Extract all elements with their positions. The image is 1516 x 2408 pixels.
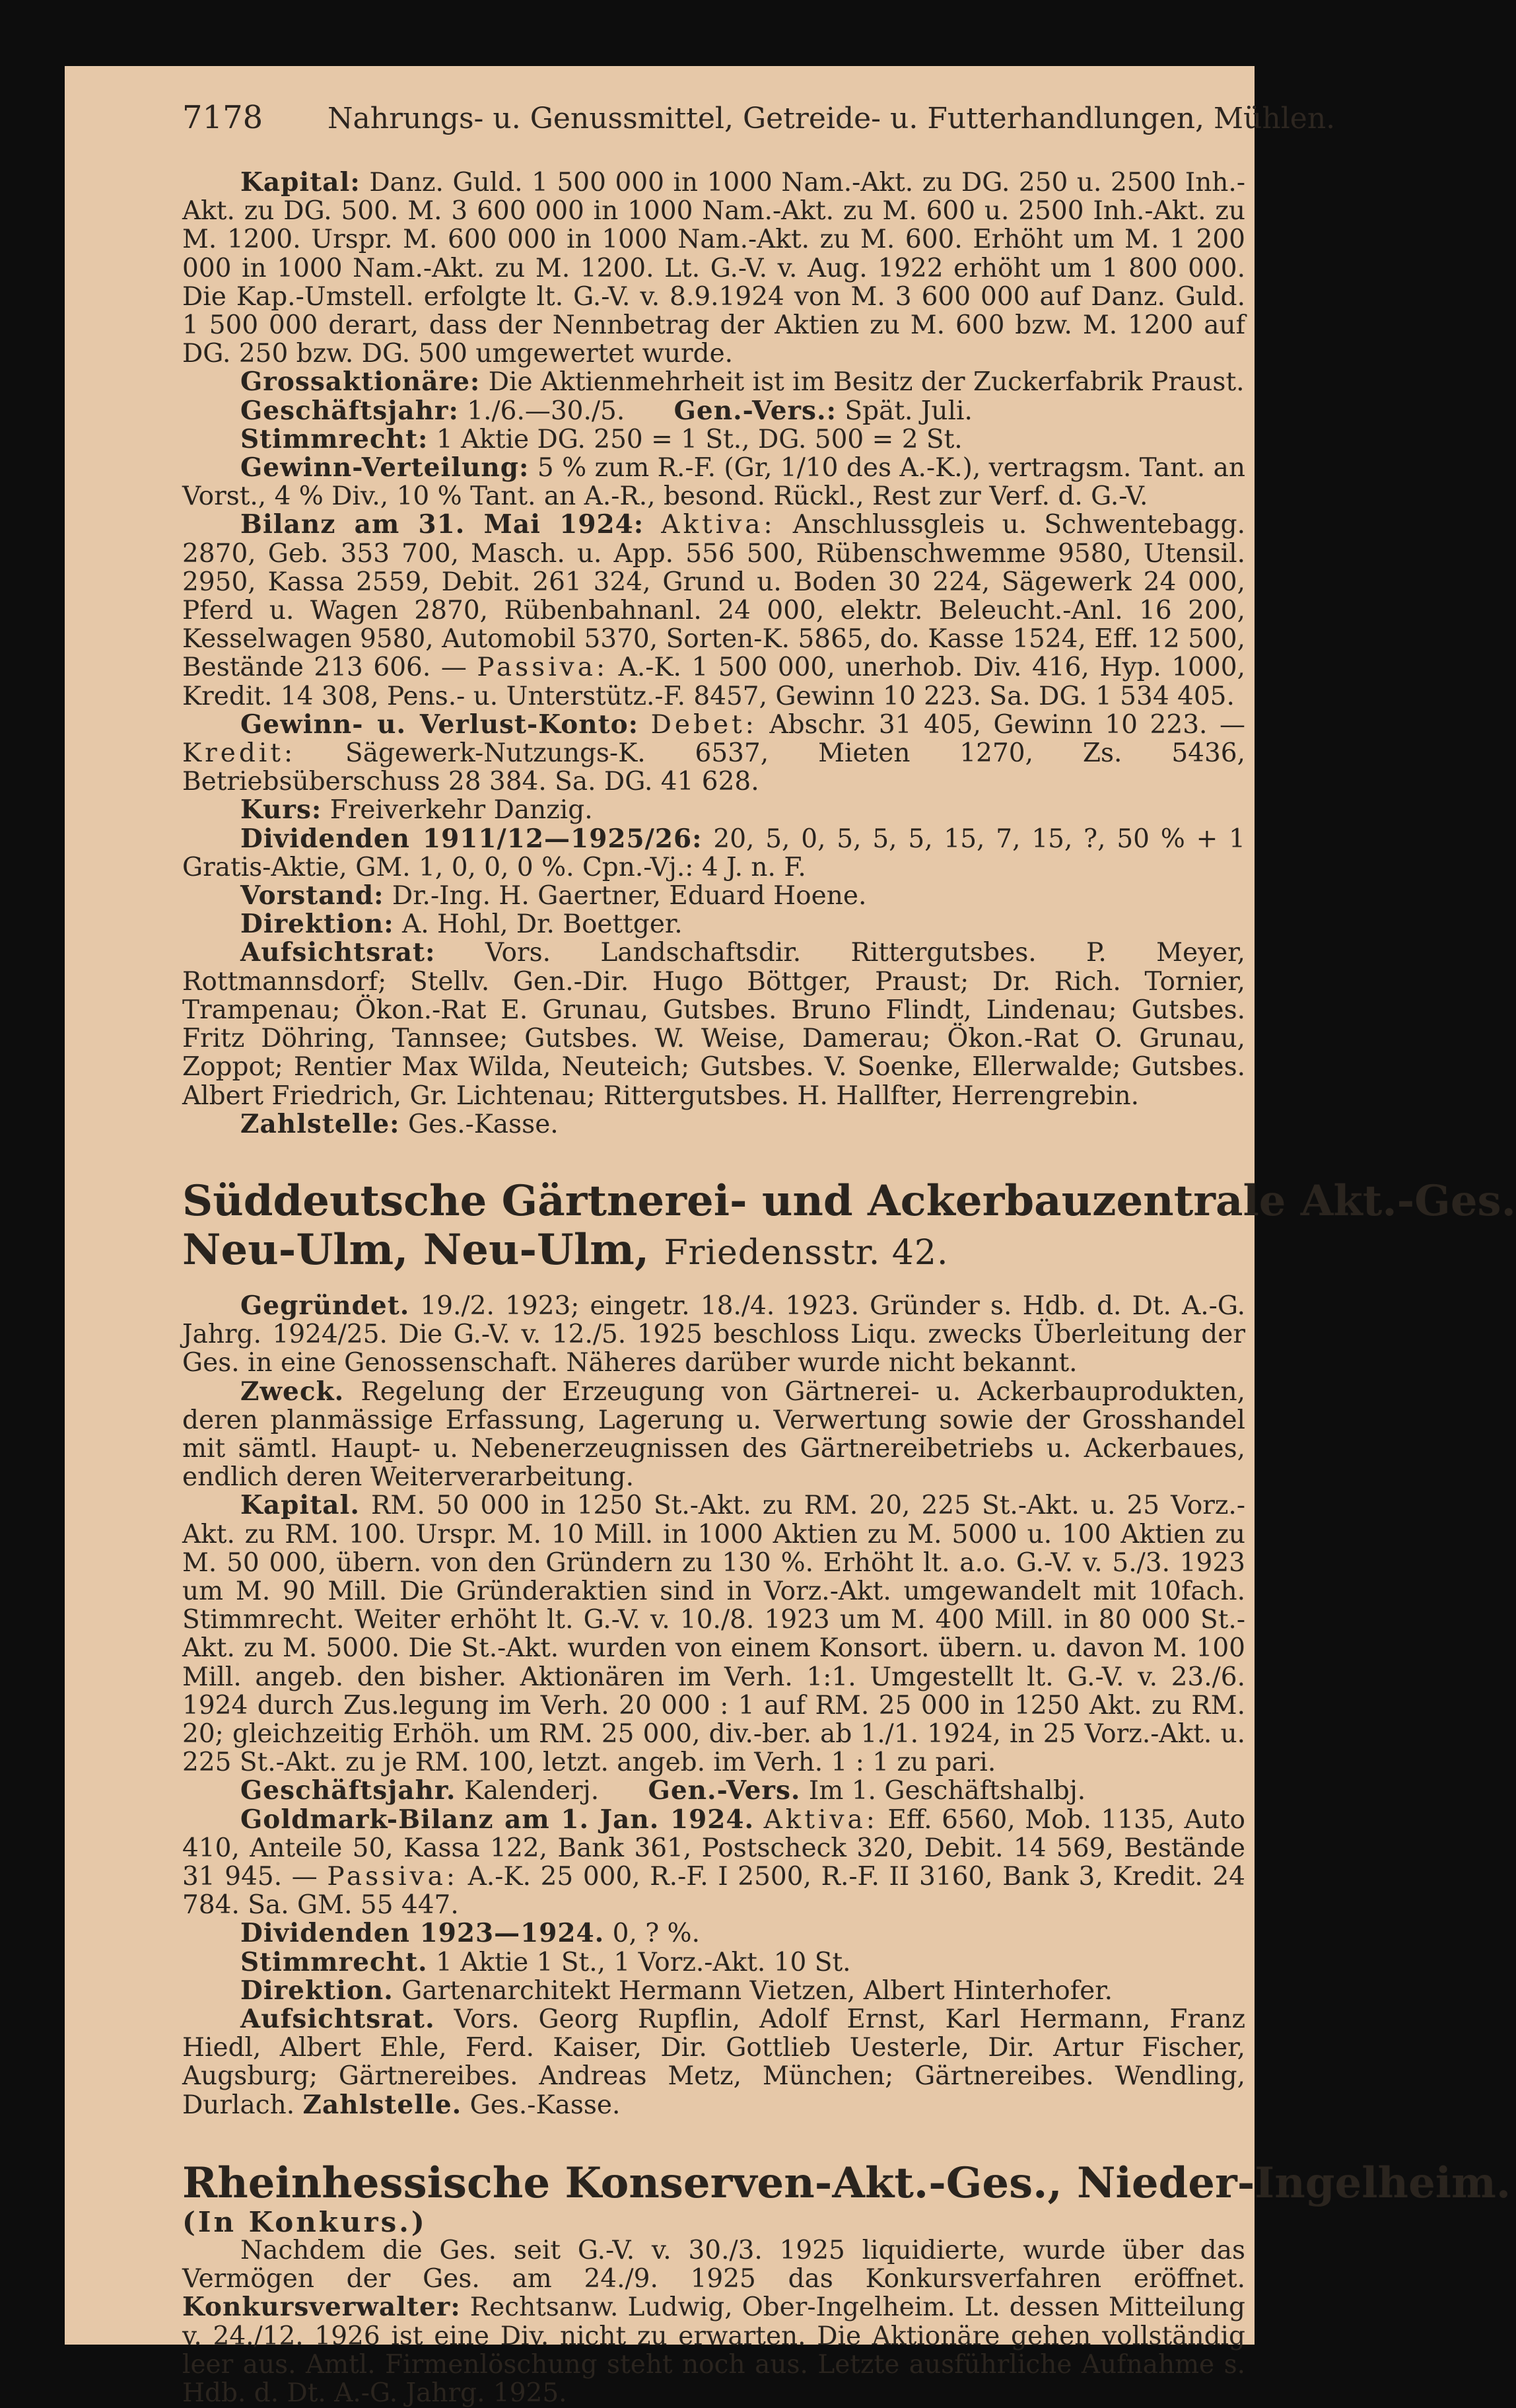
section-gap — [182, 1139, 1245, 1177]
company-title: Rheinhessische Konserven-Akt.-Ges., Nieder-Ingelheim. — [182, 2158, 1511, 2208]
label-kredit: Kredit: — [182, 738, 296, 769]
para-zweck — [182, 1378, 1245, 1492]
company-location — [182, 1226, 1245, 1277]
para-gewinn-verlust — [182, 711, 1245, 797]
text-bilanz-passiva: A.-K. 25 000, R.-F. I 2500, R.-F. II 3160, Bank 3, Kredit. 24 784. Sa. GM. 55 447. — [182, 1861, 1245, 1921]
label-passiva: Passiva: — [477, 653, 609, 683]
label-stimmrecht: Stimmrecht: — [240, 423, 429, 454]
label-aktiva: Aktiva: — [661, 510, 776, 540]
para-dividenden — [182, 1919, 1245, 1948]
text-stimmrecht: 1 Aktie 1 St., 1 Vorz.-Akt. 10 St. — [436, 1947, 851, 1977]
label-bilanz: Goldmark-Bilanz am 1. Jan. 1924. — [240, 1804, 755, 1835]
text-gegruendet: 19./2. 1923; eingetr. 18./4. 1923. Gründer s. Hdb. d. Dt. A.-G. Jahrg. 1924/25. Die G.-V. v. 12./5. 1925 beschloss Liqu. zwecks Überleitung der Ges. in eine Genossenschaft. Näheres darüber wurde nicht bekannt. — [182, 1291, 1245, 1378]
text-konkurs-b: Rechtsanw. Ludwig, Ober-Ingelheim. Lt. dessen Mitteilung v. 24./12. 1926 ist eine Div. nicht zu erwarten. Die Aktionäre gehen vollständig leer aus. Amtl. Firmenlöschung steht noch aus. Letzte ausführliche Aufnahme s. Hdb. d. Dt. A.-G. Jahrg. 1925. — [182, 2292, 1245, 2408]
text-stimmrecht: 1 Aktie DG. 250 = 1 St., DG. 500 = 2 St. — [436, 424, 963, 454]
konkurs-note: (In Konkurs.) — [182, 2205, 427, 2238]
label-kapital: Kapital. — [240, 1490, 360, 1521]
para-gegruendet — [182, 1292, 1245, 1378]
text-zahlstelle: Ges.-Kasse. — [469, 2090, 621, 2120]
para-direktion — [182, 1977, 1245, 2005]
label-geschaeftsjahr: Geschäftsjahr: — [240, 395, 459, 426]
entry-rheinhessische-konserven — [182, 2158, 1511, 2408]
text-bilanz-passiva: A.-K. 1 500 000, unerhob. Div. 416, Hyp. 1000, Kredit. 14 308, Pens.- u. Unterstütz.-F. 8457, Gewinn 10 223. Sa. DG. 1 534 405. — [182, 653, 1245, 711]
text-guv-debet: Abschr. 31 405, Gewinn 10 223. — — [769, 709, 1245, 740]
text-zahlstelle: Ges.-Kasse. — [407, 1109, 559, 1139]
label-dividenden: Dividenden 1923—1924. — [240, 1918, 605, 1949]
page — [65, 66, 1516, 2408]
label-aufsichtsrat: Aufsichtsrat. — [240, 2003, 435, 2034]
text-gen-vers: Im 1. Geschäftshalbj. — [808, 1776, 1086, 1806]
text-dividenden: 0, ? %. — [612, 1919, 701, 1949]
para-vorstand — [182, 882, 1245, 910]
label-gegruendet: Gegründet. — [240, 1290, 410, 1321]
para-stimmrecht — [182, 1948, 1245, 1977]
company-town: Neu-Ulm, Neu-Ulm, — [182, 1224, 650, 1275]
text-kapital: Danz. Guld. 1 500 000 in 1000 Nam.-Akt. zu DG. 250 u. 2500 Inh.-Akt. zu DG. 500. M. 3 600 000 in 1000 Nam.-Akt. zu M. 600 u. 2500 Inh.-Akt. zu M. 1200. Urspr. M. 600 000 in 1000 Nam.-Akt. zu M. 600. Erhöht um M. 1 200 000 in 1000 Nam.-Akt. zu M. 1200. Lt. G.-V. v. Aug. 1922 erhöht um 1 800 000. Die Kap.-Umstell. erfolgte lt. G.-V. v. 8.9.1924 von M. 3 600 000 auf Danz. Guld. 1 500 000 derart, dass der Nennbetrag der Aktien zu M. 600 bzw. M. 1200 auf DG. 250 bzw. DG. 500 umgewertet wurde. — [182, 168, 1245, 369]
label-grossaktionaere: Grossaktionäre: — [240, 367, 481, 398]
para-bilanz — [182, 511, 1245, 710]
text-direktion: A. Hohl, Dr. Boettger. — [402, 909, 683, 940]
label-zahlstelle: Zahlstelle: — [240, 1108, 400, 1139]
para-direktion — [182, 910, 1245, 938]
entry-zuckerfabrik — [182, 168, 1245, 1139]
label-vorstand: Vorstand: — [240, 880, 384, 911]
text-grossaktionaere: Die Aktienmehrheit ist im Besitz der Zuckerfabrik Praust. — [488, 367, 1245, 398]
para-aufsichtsrat — [182, 938, 1245, 1110]
running-title: Nahrungs- u. Genussmittel, Getreide- u. Futterhandlungen, Mühlen. — [327, 102, 1336, 135]
text-guv-kredit: Sägewerk-Nutzungs-K. 6537, Mieten 1270, Zs. 5436, Betriebsüberschuss 28 384. Sa. DG. 41 628. — [182, 738, 1245, 797]
label-direktion: Direktion: — [240, 909, 394, 940]
page-header — [182, 99, 1336, 136]
text-bilanz-aktiva: Anschlussgleis u. Schwentebagg. 2870, Geb. 353 700, Masch. u. App. 556 500, Rübenschwemme 9580, Utensil. 2950, Kassa 2559, Debit. 261 324, Grund u. Boden 30 224, Sägewerk 24 000, Pferd u. Wagen 2870, Rübenbahnanl. 24 000, elektr. Beleucht.-Anl. 16 200, Kesselwagen 9580, Automobil 5370, Sorten-K. 5865, do. Kasse 1524, Eff. 12 500, Bestände 213 606. — — [182, 510, 1245, 683]
para-geschaeftsjahr — [182, 397, 1245, 425]
label-gen-vers: Gen.-Vers.: — [673, 395, 837, 426]
para-zahlstelle — [182, 1110, 1245, 1139]
text-column — [182, 167, 1516, 2408]
label-gewinn-verteilung: Gewinn-Verteilung: — [240, 452, 530, 483]
section-gap — [182, 2119, 1245, 2159]
para-kurs — [182, 796, 1245, 824]
text-kapital: RM. 50 000 in 1250 St.-Akt. zu RM. 20, 225 St.-Akt. u. 25 Vorz.-Akt. zu RM. 100. Urspr. M. 10 Mill. in 1000 Aktien zu M. 5000 u. 100 Aktien zu M. 50 000, übern. von den Gründern zu 130 %. Erhöht lt. a.o. G.-V. v. 5./3. 1923 um M. 90 Mill. Die Gründeraktien sind in Vorz.-Akt. umgewandelt mit 10fach. Stimmrecht. Weiter erhöht lt. G.-V. v. 10./8. 1923 um M. 400 Mill. in 80 000 St.-Akt. zu M. 5000. Die St.-Akt. wurden von einem Konsort. übern. u. davon M. 100 Mill. angeb. den bisher. Aktionären im Verh. 1:1. Umgestellt lt. G.-V. v. 23./6. 1924 durch Zus.legung im Verh. 20 000 : 1 auf RM. 25 000 in 1250 Akt. zu RM. 20; gleichzeitig Erhöh. um RM. 25 000, div.-ber. ab 1./1. 1924, in 25 Vorz.-Akt. u. 225 St.-Akt. zu je RM. 100, letzt. angeb. im Verh. 1 : 1 zu pari. — [182, 1491, 1245, 1778]
label-dividenden: Dividenden 1911/12—1925/26: — [240, 823, 703, 854]
label-direktion: Direktion. — [240, 1975, 394, 2006]
para-geschaeftsjahr — [182, 1777, 1245, 1805]
label-aufsichtsrat: Aufsichtsrat: — [240, 937, 436, 968]
para-bilanz — [182, 1806, 1245, 1920]
label-gewinn-verlust: Gewinn- u. Verlust-Konto: — [240, 709, 639, 740]
text-geschaeftsjahr: 1./6.—30./5. — [467, 396, 625, 426]
text-aufsichtsrat: Vors. Landschaftsdir. Rittergutsbes. P. Meyer, Rottmannsdorf; Stellv. Gen.-Dir. Hugo Böttger, Praust; Dr. Rich. Tornier, Trampenau; Ökon.-Rat E. Grunau, Gutsbes. Bruno Flindt, Lindenau; Gutsbes. Fritz Döhring, Tannsee; Gutsbes. W. Weise, Damerau; Ökon.-Rat O. Grunau, Zoppot; Rentier Max Wilda, Neuteich; Gutsbes. V. Soenke, Ellerwalde; Gutsbes. Albert Friedrich, Gr. Lichtenau; Rittergutsbes. H. Hallfter, Herrengrebin. — [182, 938, 1245, 1111]
text-gewinn-verteilung: 5 % zum R.-F. (Gr, 1/10 des A.-K.), vertragsm. Tant. an Vorst., 4 % Div., 10 % Tant. an A.-R., besond. Rückl., Rest zur Verf. d. G.-V. — [182, 453, 1245, 512]
company-address: Friedensstr. 42. — [664, 1232, 949, 1273]
text-kurs: Freiverkehr Danzig. — [329, 795, 593, 826]
label-aktiva: Aktiva: — [763, 1804, 878, 1835]
para-aufsichtsrat — [182, 2005, 1245, 2119]
label-passiva: Passiva: — [327, 1861, 459, 1892]
text-direktion: Gartenarchitekt Hermann Vietzen, Albert Hinterhofer. — [401, 1975, 1113, 2006]
para-grossaktionaere — [182, 368, 1245, 396]
text-geschaeftsjahr: Kalenderj. — [464, 1776, 600, 1806]
text-bilanz-aktiva: Eff. 6560, Mob. 1135, Auto 410, Anteile 50, Kassa 122, Bank 361, Postscheck 320, Debit. 14 569, Bestände 31 945. — — [182, 1804, 1245, 1892]
para-konkurs — [182, 2236, 1245, 2407]
label-zahlstelle: Zahlstelle. — [302, 2089, 462, 2120]
para-gewinn-verteilung — [182, 454, 1245, 511]
label-debet: Debet: — [650, 709, 757, 740]
text-aufsichtsrat: Vors. Georg Rupflin, Adolf Ernst, Karl Hermann, Franz Hiedl, Albert Ehle, Ferd. Kaiser, Dir. Gottlieb Uesterle, Dir. Artur Fischer, Augsburg; Gärtnereibes. Andreas Metz, München; Gärtnereibes. Wendling, Durlach. — [182, 2004, 1245, 2120]
text-konkurs-a: Nachdem die Ges. seit G.-V. v. 30./3. 1925 liquidierte, wurde über das Vermögen der Ges. am 24./9. 1925 das Konkursverfahren eröffnet. — [182, 2236, 1245, 2294]
para-dividenden — [182, 825, 1245, 882]
text-gen-vers: Spät. Juli. — [844, 396, 973, 426]
text-vorstand: Dr.-Ing. H. Gaertner, Eduard Hoene. — [392, 881, 867, 911]
company-title: Süddeutsche Gärtnerei- und Ackerbauzentrale Akt.-Ges. — [182, 1176, 1516, 1226]
label-stimmrecht: Stimmrecht. — [240, 1946, 428, 1977]
para-stimmrecht — [182, 425, 1245, 454]
text-zweck: Regelung der Erzeugung von Gärtnerei- u. Ackerbauprodukten, deren planmässige Erfassung, Lagerung u. Verwertung sowie der Grosshandel mit sämtl. Haupt- u. Nebenerzeugnissen des Gärtnereibetriebs u. Ackerbaues, endlich deren Weiterverarbeitung. — [182, 1376, 1245, 1493]
para-kapital — [182, 168, 1245, 368]
label-kurs: Kurs: — [240, 795, 322, 826]
para-kapital — [182, 1491, 1245, 1777]
label-gen-vers: Gen.-Vers. — [648, 1775, 801, 1806]
label-zweck: Zweck. — [240, 1376, 345, 1407]
label-bilanz: Bilanz am 31. Mai 1924: — [240, 509, 644, 540]
label-kapital: Kapital: — [240, 167, 361, 197]
label-geschaeftsjahr: Geschäftsjahr. — [240, 1775, 456, 1806]
label-konkursverwalter: Konkursverwalter: — [182, 2292, 461, 2323]
page-number: 7178 — [182, 99, 263, 136]
text-dividenden: 20, 5, 0, 5, 5, 5, 15, 7, 15, ?, 50 % + 1 Gratis-Aktie, GM. 1, 0, 0, 0 %. Cpn.-Vj.: 4 J. n. F. — [182, 824, 1245, 882]
entry-sueddeutsche-gaertnerei — [182, 1176, 1516, 2120]
